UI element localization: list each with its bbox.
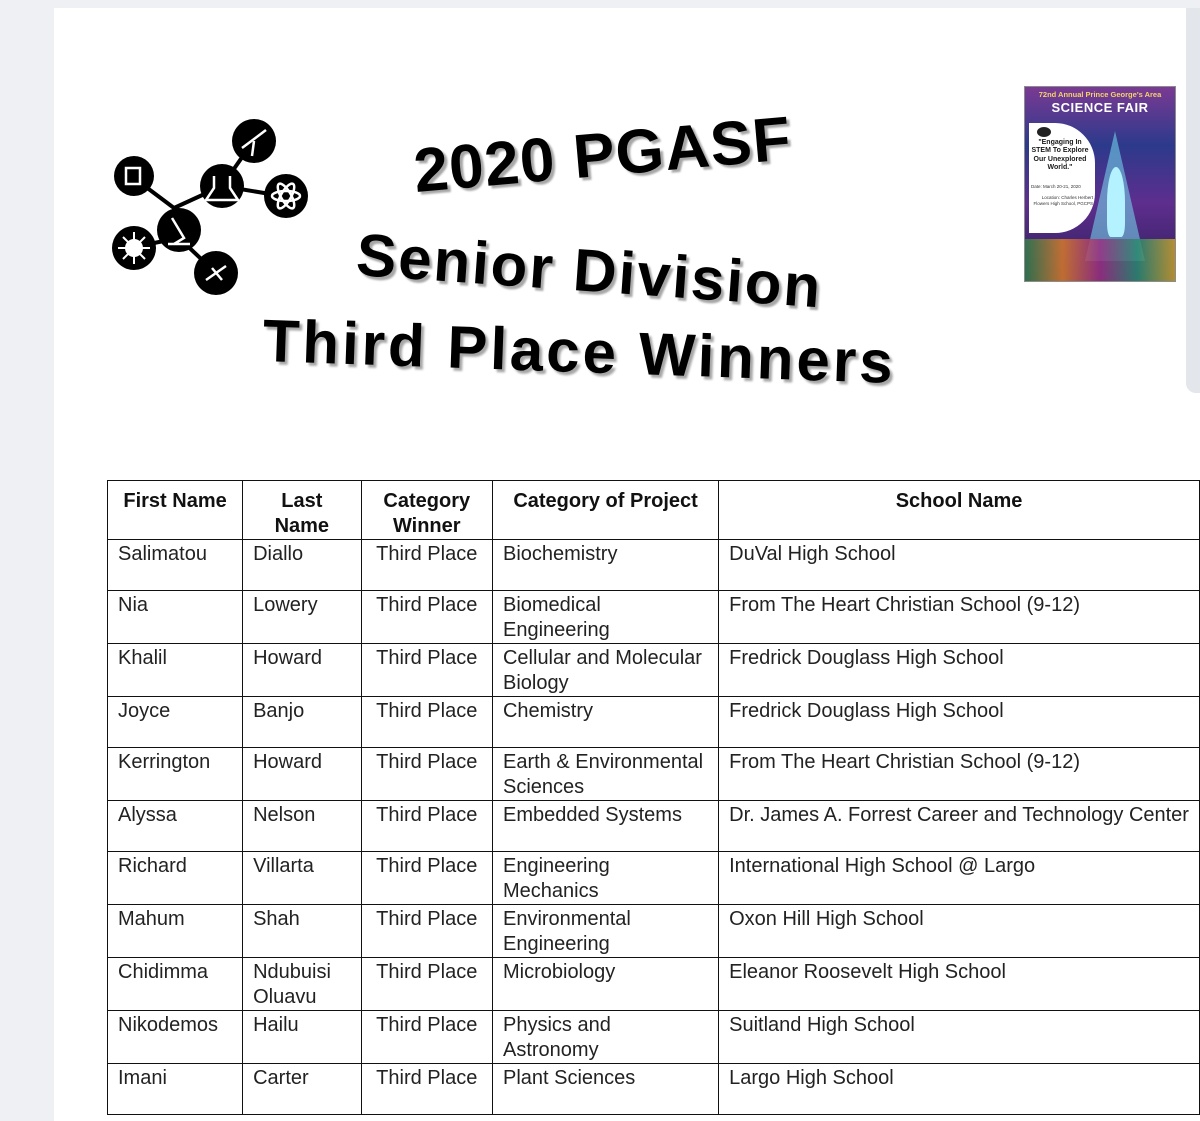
first-name-cell: Khalil xyxy=(108,644,243,697)
project-category-cell: Biochemistry xyxy=(492,540,718,591)
table-row xyxy=(108,697,1200,748)
school-name-cell: Eleanor Roosevelt High School xyxy=(719,958,1200,1011)
project-category-cell: Microbiology xyxy=(492,958,718,1011)
first-name-cell: Salimatou xyxy=(108,540,243,591)
project-category-cell: Environmental Engineering xyxy=(492,905,718,958)
last-name-cell: Banjo xyxy=(243,697,361,748)
poster-location: Location: Charles Herbert Flowers High School, PGCPS xyxy=(1033,195,1093,206)
project-category-cell: Physics and Astronomy xyxy=(492,1011,718,1064)
first-name-cell: Mahum xyxy=(108,905,243,958)
project-category-cell: Engineering Mechanics xyxy=(492,852,718,905)
school-name-cell: Largo High School xyxy=(719,1064,1200,1115)
first-name-cell: Chidimma xyxy=(108,958,243,1011)
title-line-3: Third Place Winners xyxy=(261,306,897,397)
school-name-cell: International High School @ Largo xyxy=(719,852,1200,905)
category-winner-cell: Third Place xyxy=(361,748,492,801)
poster-title: SCIENCE FAIR xyxy=(1051,100,1149,115)
table-row xyxy=(108,958,1200,1011)
first-name-cell: Nia xyxy=(108,591,243,644)
first-name-cell: Richard xyxy=(108,852,243,905)
school-name-cell: Fredrick Douglass High School xyxy=(719,697,1200,748)
last-name-cell: Howard xyxy=(243,748,361,801)
first-name-cell: Alyssa xyxy=(108,801,243,852)
category-winner-cell: Third Place xyxy=(361,1011,492,1064)
last-name-cell: Ndubuisi Oluavu xyxy=(243,958,361,1011)
table-row xyxy=(108,748,1200,801)
category-winner-cell: Third Place xyxy=(361,644,492,697)
last-name-cell: Carter xyxy=(243,1064,361,1115)
first-name-cell: Joyce xyxy=(108,697,243,748)
table-header-row xyxy=(108,481,1200,540)
last-name-cell: Villarta xyxy=(243,852,361,905)
project-category-cell: Chemistry xyxy=(492,697,718,748)
school-name-cell: DuVal High School xyxy=(719,540,1200,591)
header-category-winner: Category Winner xyxy=(361,481,492,540)
table-row xyxy=(108,644,1200,697)
school-name-cell: Oxon Hill High School xyxy=(719,905,1200,958)
poster-header: 72nd Annual Prince George's Area xyxy=(1038,90,1162,99)
poster-tagline: "Engaging In STEM To Explore Our Unexplored World." xyxy=(1031,139,1089,172)
header-category-of-project: Category of Project xyxy=(492,481,718,540)
school-name-cell: From The Heart Christian School (9-12) xyxy=(719,591,1200,644)
school-name-cell: Dr. James A. Forrest Career and Technology Center xyxy=(719,801,1200,852)
header-last-name: Last Name xyxy=(243,481,361,540)
title-line-2: Senior Division xyxy=(354,220,825,321)
header-school-name: School Name xyxy=(719,481,1200,540)
last-name-cell: Hailu xyxy=(243,1011,361,1064)
category-winner-cell: Third Place xyxy=(361,540,492,591)
school-name-cell: Fredrick Douglass High School xyxy=(719,644,1200,697)
category-winner-cell: Third Place xyxy=(361,697,492,748)
last-name-cell: Nelson xyxy=(243,801,361,852)
project-category-cell: Embedded Systems xyxy=(492,801,718,852)
first-name-cell: Kerrington xyxy=(108,748,243,801)
category-winner-cell: Third Place xyxy=(361,1064,492,1115)
category-winner-cell: Third Place xyxy=(361,958,492,1011)
table-row xyxy=(108,540,1200,591)
category-winner-cell: Third Place xyxy=(361,905,492,958)
first-name-cell: Nikodemos xyxy=(108,1011,243,1064)
category-winner-cell: Third Place xyxy=(361,852,492,905)
document-title xyxy=(54,8,1200,428)
title-line-1: 2020 PGASF xyxy=(410,104,795,207)
last-name-cell: Shah xyxy=(243,905,361,958)
table-row xyxy=(108,801,1200,852)
table-row xyxy=(108,591,1200,644)
last-name-cell: Diallo xyxy=(243,540,361,591)
category-winner-cell: Third Place xyxy=(361,591,492,644)
poster-date: Date: March 20-21, 2020 xyxy=(1031,184,1081,189)
table-row xyxy=(108,852,1200,905)
last-name-cell: Lowery xyxy=(243,591,361,644)
last-name-cell: Howard xyxy=(243,644,361,697)
winners-table xyxy=(107,480,1200,1115)
table-row xyxy=(108,1011,1200,1064)
table-row xyxy=(108,905,1200,958)
project-category-cell: Earth & Environmental Sciences xyxy=(492,748,718,801)
project-category-cell: Plant Sciences xyxy=(492,1064,718,1115)
header-first-name: First Name xyxy=(108,481,243,540)
first-name-cell: Imani xyxy=(108,1064,243,1115)
category-winner-cell: Third Place xyxy=(361,801,492,852)
table-row xyxy=(108,1064,1200,1115)
document-page xyxy=(54,8,1200,1121)
project-category-cell: Biomedical Engineering xyxy=(492,591,718,644)
school-name-cell: From The Heart Christian School (9-12) xyxy=(719,748,1200,801)
project-category-cell: Cellular and Molecular Biology xyxy=(492,644,718,697)
school-name-cell: Suitland High School xyxy=(719,1011,1200,1064)
